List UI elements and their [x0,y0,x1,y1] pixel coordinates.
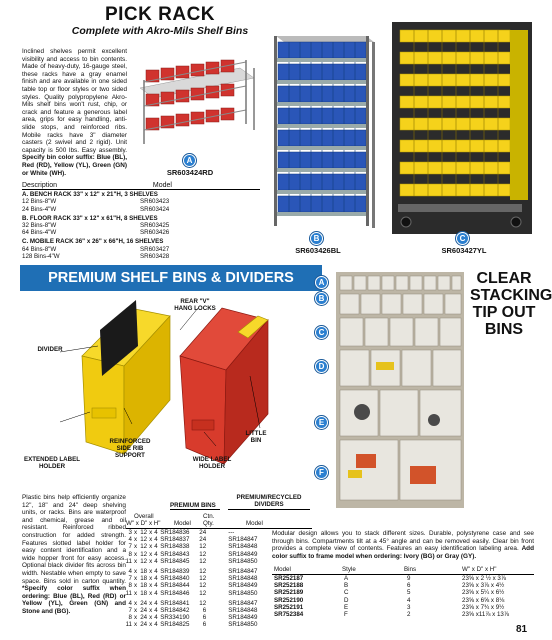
clear-title-line: BINS [484,321,524,338]
table-row [124,543,259,550]
clear-badge-f: F [315,466,328,479]
dim-d: 18 [140,582,148,590]
dim-w: 4 [128,536,132,544]
model-cell: SR184836 [160,529,190,536]
pick-rack-subtitle: Complete with Akro-Mils Shelf Bins [71,25,249,37]
col-clear-dims: W" x D" x H" [462,566,497,573]
premium-table [124,529,259,629]
premium-head-rule [170,509,220,510]
qty-cell: 12 [199,599,207,607]
divider-model-cell: SR184848 [228,575,258,583]
premium-body-bold: *Specify color suffix when ordering: Blue (BL), Red (RD) or Yellow (YL), Green (GN) and Stone and (BG). [22,585,126,615]
pick-rack-table-head [22,182,260,189]
clear-bins-cell: 4 [407,596,411,604]
model-cell: SR184842 [160,607,190,615]
recycled-head: PREMIUM/RECYCLED DIVIDERS [236,494,302,509]
clear-title-line: TIP OUT [472,304,536,321]
x-sep: x [149,557,153,565]
x-sep: x [134,582,138,590]
table-row [124,558,259,565]
pick-section-c [22,238,260,260]
clear-title [470,270,552,338]
divider-model-cell: SR184848 [228,607,258,615]
section-title: C. MOBILE RACK 36" x 26" x 66"H, 16 SHELVES [22,238,164,246]
label-divider: DIVIDER [37,346,63,353]
table-row [22,206,260,213]
table-row [22,222,260,229]
model-cell: SR334190 [160,614,190,622]
premium-body: Plastic bins help efficiently organize 12", 18" and 24" deep shelving units, or racks. Bins are waterproof and chemical, grease and oil resistant. Reinforced ribbed construction for added strength. Features slotted label holder for easy content identification and a wide hopper front for easy access. Optional black divider fits across bin width. Nestable when empty to save space. Bins sold in carton quantity. [22,494,126,585]
dim-d: 12 [140,550,148,558]
caption-b-model: SR603426BL [295,246,341,255]
table-row [22,246,260,253]
row-model: SR603423 [140,198,170,206]
bench-rack-image [136,58,260,154]
table-row [22,229,260,236]
dim-d: 24 [140,599,148,607]
dim-w: 3 [128,529,132,536]
dim-h: 4 [154,607,158,615]
model-cell: SR184843 [160,550,190,558]
table-row [124,590,259,597]
pick-rack-table [22,182,260,260]
pick-rack-body-bold: Specify bin color suffix: Blue (BL), Red (RD), Yellow (YL), Green (GN) or White (WH). [22,154,127,177]
dim-w: 8 [128,614,132,622]
divider-model-cell: SR184850 [228,621,258,629]
qty-cell: 12 [199,582,207,590]
table-row [22,198,260,205]
dim-h: 4 [154,599,158,607]
dim-w: 7 [128,543,132,551]
col-model: Model [152,182,172,189]
clear-model-cell: SR252187 [274,575,304,582]
x-sep: x [149,589,153,597]
dim-h: 4 [154,568,158,576]
row-desc: 64 Bins-8"W [22,245,57,253]
x-sep: x [134,599,138,607]
clear-table [272,575,534,618]
x-sep: x [134,550,138,558]
page-number: 81 [516,624,528,635]
dim-h: 4 [154,557,158,565]
section-title: B. FLOOR RACK 33" x 12" x 61"H, 8 SHELVES [22,214,158,222]
table-row [124,607,259,614]
divider-model-cell: SR184850 [228,557,258,565]
row-desc: 12 Bins-8"W [22,198,57,206]
clear-style-cell: F [344,610,348,618]
qty-cell: 24 [199,536,207,544]
dim-d: 18 [140,589,148,597]
row-model: SR603425 [140,222,170,230]
dim-w: 11 [125,557,132,565]
clear-dims-cell: 23⅝ x11⅞ x 13⅞ [462,610,510,618]
x-sep: x [134,614,138,622]
label-extended: EXTENDED LABEL HOLDER [23,456,81,470]
table-row [272,604,534,611]
divider-model-cell: SR184849 [228,614,258,622]
clear-style-cell: E [344,603,349,611]
pick-rack-description [22,48,127,177]
dim-d: 12 [140,529,148,536]
x-sep: x [149,621,153,629]
table-row [124,597,259,607]
table-row [272,611,534,618]
clear-dims-cell: 23⅝ x 2 ½ x 3⅞ [462,575,507,582]
model-cell: SR184840 [160,575,190,583]
premium-title: PREMIUM SHELF BINS & DIVIDERS [48,270,294,286]
x-sep: x [149,614,153,622]
row-model: SR603427 [140,245,170,253]
clear-badge-d: D [315,360,328,373]
table-row [124,621,259,628]
col-clear-model: Model [274,566,291,573]
clear-style-cell: A [344,575,349,582]
dim-d: 12 [140,536,148,544]
dim-h: 4 [154,575,158,583]
pick-section-a [22,191,260,213]
table-rule [22,189,260,190]
table-row [124,582,259,589]
model-cell: SR184845 [160,557,190,565]
col-clear-bins: Bins [404,566,417,573]
label-wide: WIDE LABEL HOLDER [192,456,232,470]
clear-model-cell: SR252191 [274,603,304,611]
clear-body-bold: Add color suffix to frame model when ordering: Ivory (BG) or Gray (GY). [272,545,534,560]
qty-cell: 12 [199,550,207,558]
clear-dims-cell: 23⅝ x 3⅞ x 4½ [462,582,505,590]
dim-w: 8 [128,550,132,558]
col-overall: Overall [134,513,154,520]
dim-d: 12 [140,543,148,551]
x-sep: x [134,557,138,565]
qty-cell: 12 [199,543,207,551]
divider-model-cell: SR184847 [228,568,258,576]
table-row [124,575,259,582]
dim-d: 18 [140,575,148,583]
divider-model-cell: SR184847 [228,599,258,607]
dim-w: 11 [125,589,132,597]
recycled-head-rule [228,509,310,510]
row-desc: 128 Bins-4"W [22,252,60,260]
qty-cell: 6 [202,614,207,622]
row-desc: 32 Bins-8"W [22,222,57,230]
table-row [124,551,259,558]
model-cell: SR184841 [160,599,190,607]
floor-rack-image [266,32,384,232]
table-row [124,529,259,536]
caption-c-model: SR603427YL [441,246,487,255]
row-model: SR603426 [140,229,170,237]
pick-section-b [22,215,260,237]
divider-model-cell: SR184849 [228,550,258,558]
clear-title-line: STACKING [470,287,552,304]
dim-d: 24 [140,614,148,622]
x-sep: x [149,582,153,590]
clear-body: Modular design allows you to stack different sizes. Durable, polystyrene case and see through bins. Compartments tilt at a 45° angle and can be removed easily. Clear bin front provides a complete view of contents. Features an easy identification labeling area. [272,530,534,553]
col-ctn: Ctn. [203,513,215,520]
clear-bins-cell: 9 [407,575,411,582]
badge-c: C [456,232,469,245]
clear-bins-cell: 3 [407,603,411,611]
qty-cell: 6 [202,621,207,629]
x-sep: x [149,529,153,536]
label-reinforced: REINFORCED SIDE RIB SUPPORT [109,438,151,459]
x-sep: x [134,621,138,629]
clear-badge-e: E [315,416,328,429]
col-model-recycled: Model [246,520,263,527]
row-model: SR603424 [140,205,170,213]
clear-bins-cell: 5 [407,589,411,597]
clear-dims-cell: 23⅝ x 7¾ x 9½ [462,603,505,611]
label-rear-v-hang-locks: REAR "V" HANG LOCKS [174,298,216,312]
qty-cell: 12 [199,568,207,576]
dim-h: 4 [154,550,158,558]
clear-style-cell: B [344,582,349,590]
x-sep: x [134,568,138,576]
pick-rack-body: Inclined shelves permit excellent visibility and access to bin contents. Made of heavy-duty, 16-gauge steel, these racks have a gray enamel finish and are available in one sided table top or floor styles or two sided styles. Quality polypropylene Akro-Mils shelf bins won't rust, chip, or crack and feature a generous label area, grips for easy handling, anti-slide stops, and reinforced ribs. Mobile racks have 3" diameter casters (2 swivel and 2 rigid). Unit capacity is 500 lbs. Easy assembly. [22,48,127,154]
premium-description [22,494,126,616]
model-cell: SR184825 [160,621,190,629]
row-desc: 64 Bins-4"W [22,229,57,237]
x-sep: x [149,550,153,558]
x-sep: x [134,536,138,544]
clear-description [272,530,534,560]
dim-h: 4 [154,589,158,597]
x-sep: x [134,529,138,536]
clear-title-line: CLEAR [476,270,532,287]
clear-badge-a: A [315,276,328,289]
clear-model-cell: SR252188 [274,582,304,590]
dim-w: 11 [125,621,132,629]
x-sep: x [134,543,138,551]
clear-bins-cell: 2 [407,610,411,618]
x-sep: x [149,543,153,551]
col-clear-style: Style [342,566,356,573]
qty-cell: 24 [199,529,207,536]
clear-model-cell: SR252189 [274,589,304,597]
dim-h: 4 [154,529,158,536]
clear-style-cell: D [344,596,349,604]
mobile-rack-image [392,22,532,234]
clear-bins-cell: 6 [407,582,411,590]
x-sep: x [149,599,153,607]
dim-h: 4 [154,614,158,622]
divider-model-cell: --- [228,529,235,536]
clear-bins-image [332,270,468,510]
col-dims: W" x D" x H" [126,520,161,527]
table-row [272,597,534,604]
table-row [22,253,260,260]
clear-model-cell: SR752384 [274,610,304,618]
badge-b: B [310,232,323,245]
premium-bins-head: PREMIUM BINS [170,502,216,509]
table-row [124,614,259,621]
dim-d: 18 [140,568,148,576]
qty-cell: 6 [202,607,207,615]
col-qty: Qty. [203,520,214,527]
table-row [124,536,259,543]
col-model: Model [174,520,191,527]
table-row [124,565,259,575]
model-cell: SR184838 [160,543,190,551]
section-title: A. BENCH RACK 33" x 12" x 21"H, 3 SHELVES [22,191,158,199]
x-sep: x [149,536,153,544]
divider-model-cell: SR184848 [228,543,258,551]
table-row [272,575,534,582]
label-little-bin: LITTLE BIN [245,430,267,444]
model-cell: SR184846 [160,589,190,597]
dim-w: 7 [128,607,132,615]
dim-d: 24 [140,621,148,629]
clear-dims-cell: 23⅝ x 6⅝ x 8⅛ [462,596,505,604]
clear-style-cell: C [344,589,349,597]
divider-model-cell: SR184847 [228,536,258,544]
dim-h: 4 [154,621,158,629]
clear-model-cell: SR252190 [274,596,304,604]
dim-d: 24 [140,607,148,615]
x-sep: x [134,607,138,615]
premium-bins-image [20,296,322,474]
caption-a-model: SR603424RD [166,168,214,177]
divider-model-cell: SR184849 [228,582,258,590]
model-cell: SR184844 [160,582,190,590]
row-model: SR603428 [140,252,170,260]
clear-badge-c: C [315,326,328,339]
qty-cell: 12 [199,575,207,583]
dim-w: 8 [128,582,132,590]
row-desc: 24 Bins-4"W [22,205,57,213]
dim-w: 4 [128,599,132,607]
clear-dims-cell: 23⅝ x 5¼ x 6½ [462,589,505,597]
qty-cell: 12 [199,589,207,597]
dim-h: 4 [154,582,158,590]
dim-w: 7 [128,575,132,583]
model-cell: SR184837 [160,536,190,544]
table-row [272,589,534,596]
dim-h: 4 [154,536,158,544]
dim-w: 4 [128,568,132,576]
dim-d: 12 [140,557,148,565]
divider-model-cell: SR184850 [228,589,258,597]
clear-badge-b: B [315,292,328,305]
col-description: Description [22,182,58,189]
x-sep: x [149,607,153,615]
pick-rack-title: PICK RACK [104,4,216,25]
x-sep: x [149,575,153,583]
x-sep: x [134,589,138,597]
x-sep: x [134,575,138,583]
table-row [272,582,534,589]
dim-h: 4 [154,543,158,551]
x-sep: x [149,568,153,576]
badge-a: A [183,154,196,167]
model-cell: SR184839 [160,568,190,576]
qty-cell: 12 [199,557,207,565]
